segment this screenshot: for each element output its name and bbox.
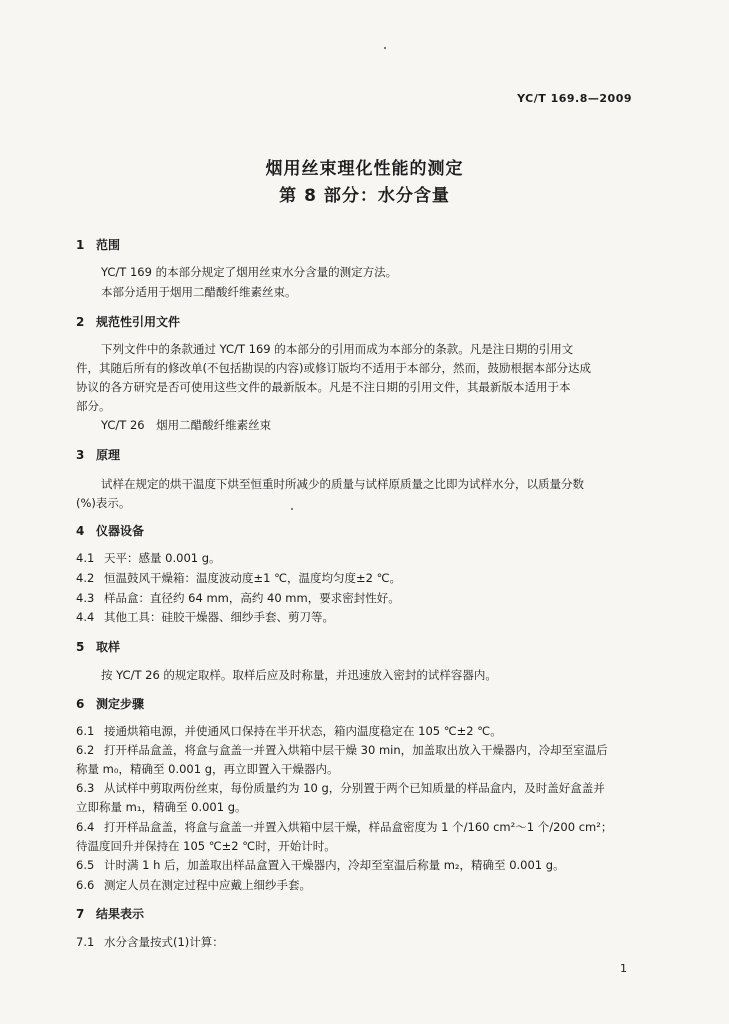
list-item: 6.3 从试样中剪取两份丝束，每份质量约为 10 g，分别置于两个已知质量的样品盒内，及时盖好盒盖并 — [76, 781, 605, 795]
paragraph-continuation: 件，其随后所有的修改单(不包括勘误的内容)或修订版均不适用于本部分，然而，鼓励根据本部分达成 — [76, 361, 591, 375]
section-heading-2: 2 规范性引用文件 — [76, 315, 181, 329]
list-item-continuation: 称量 m₀，精确至 0.001 g，再立即置入干燥器内。 — [76, 762, 339, 776]
paragraph-continuation: 部分。 — [76, 399, 111, 413]
document-title: 烟用丝束理化性能的测定 — [265, 159, 464, 179]
paragraph: YC/T 169 的本部分规定了烟用丝束水分含量的测定方法。 — [101, 265, 398, 279]
section-heading-3: 3 原理 — [76, 448, 121, 462]
list-item: 6.5 计时满 1 h 后，加盖取出样品盒置入干燥器内，冷却至室温后称量 m₂，精确至 0.001 g。 — [76, 858, 565, 872]
paragraph-continuation: 协议的各方研究是否可使用这些文件的最新版本。凡是不注日期的引用文件，其最新版本适用于本 — [76, 380, 571, 394]
paragraph: 试样在规定的烘干温度下烘至恒重时所减少的质量与试样原质量之比即为试样水分，以质量分数 — [101, 477, 584, 491]
list-item: 4.2 恒温鼓风干燥箱：温度波动度±1 ℃，温度均匀度±2 ℃。 — [76, 571, 402, 585]
standard-code: YC/T 169.8—2009 — [517, 92, 632, 105]
list-item-continuation: 待温度回升并保持在 105 ℃±2 ℃时，开始计时。 — [76, 839, 336, 853]
section-heading-5: 5 取样 — [76, 640, 121, 654]
list-item: 6.6 测定人员在测定过程中应戴上细纱手套。 — [76, 878, 311, 892]
paragraph: 按 YC/T 26 的规定取样。取样后应及时称量，并迅速放入密封的试样容器内。 — [101, 668, 497, 682]
list-item: 6.2 打开样品盒盖，将盒与盒盖一并置入烘箱中层干燥 30 min，加盖取出放入干燥器内，冷却至室温后 — [76, 743, 608, 757]
section-heading-6: 6 测定步骤 — [76, 697, 145, 711]
list-item: 6.4 打开样品盒盖，将盒与盒盖一并置入烘箱中层干燥，样品盒密度为 1 个/160 cm²～1 个/200 cm²； — [76, 820, 613, 834]
list-item: 4.3 样品盒：直径约 64 mm，高约 40 mm，要求密封性好。 — [76, 591, 400, 605]
document-subtitle: 第 8 部分：水分含量 — [279, 186, 450, 206]
paragraph-continuation: (%)表示。 — [76, 496, 131, 510]
section-heading-7: 7 结果表示 — [76, 907, 145, 921]
paragraph: 下列文件中的条款通过 YC/T 169 的本部分的引用而成为本部分的条款。凡是注日期的引用文 — [101, 342, 574, 356]
list-item-continuation: 立即称量 m₁，精确至 0.001 g。 — [76, 800, 247, 814]
list-item: 4.4 其他工具：硅胶干燥器、细纱手套、剪刀等。 — [76, 610, 334, 624]
paragraph: 本部分适用于烟用二醋酸纤维素丝束。 — [101, 285, 297, 299]
list-item: 4.1 天平：感量 0.001 g。 — [76, 551, 221, 565]
list-item: 7.1 水分含量按式(1)计算： — [76, 935, 224, 949]
list-item: 6.1 接通烘箱电源，并使通风口保持在半开状态，箱内温度稳定在 105 ℃±2 ℃。 — [76, 724, 502, 738]
reference-entry: YC/T 26 烟用二醋酸纤维素丝束 — [101, 418, 272, 432]
scan-speck — [384, 47, 386, 49]
page-number: 1 — [620, 962, 627, 975]
section-heading-4: 4 仪器设备 — [76, 524, 145, 538]
section-heading-1: 1 范围 — [76, 238, 121, 252]
